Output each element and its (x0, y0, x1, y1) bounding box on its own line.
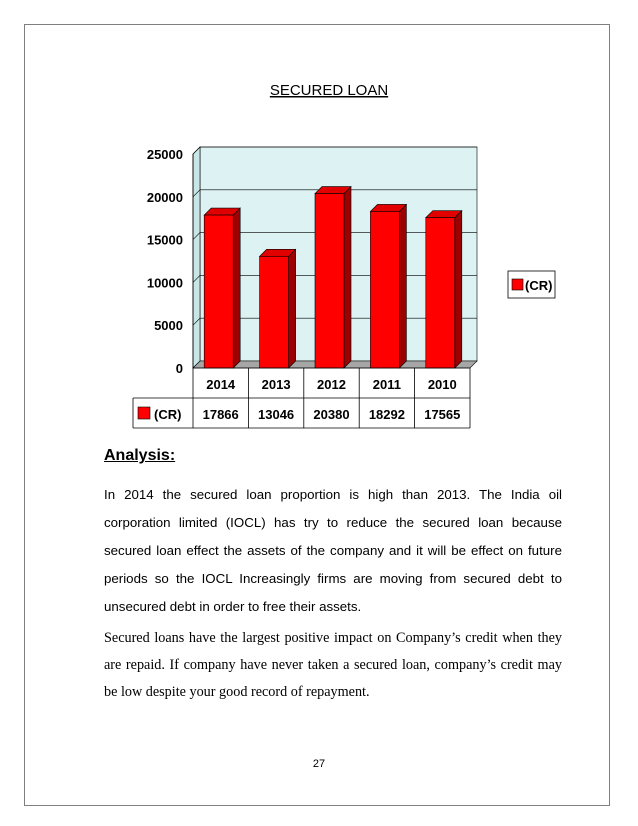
plot-side-wall (193, 147, 200, 368)
data-table-value: 13046 (258, 407, 295, 422)
bar-front (426, 218, 455, 368)
data-table-value: 18292 (368, 407, 405, 422)
chart-title: SECURED LOAN (269, 82, 389, 99)
table-series-label: (CR) (154, 407, 182, 422)
bar-side (344, 187, 351, 368)
bar-side (289, 249, 296, 368)
analysis-heading: Analysis: (104, 447, 176, 464)
y-tick-label: 15000 (146, 232, 183, 248)
y-tick-label: 25000 (146, 147, 183, 162)
bar-front (260, 256, 289, 368)
analysis-paragraph-1: In 2014 the secured loan proportion is high than 2013. The India oil corporation limited (IOCL) has try to reduce the secured loan because secured loan effect the assets of the company and it will be effect on future periods so the IOCL Increasingly firms are moving from secured debt to unsecured debt in order to free their assets. (104, 487, 562, 614)
bar-side (455, 211, 462, 368)
page-number: 27 (312, 758, 326, 770)
bar-front (204, 215, 233, 368)
legend-label: (CR) (525, 278, 553, 293)
bar-front (370, 211, 399, 368)
legend-key (512, 279, 523, 290)
bar-2014 (204, 208, 240, 368)
bar-2013 (260, 249, 296, 368)
analysis-paragraph-2: Secured loans have the largest positive impact on Company’s credit when they are repaid. If company have never taken a secured loan, company’s credit may be low despite your good record of repayment. (104, 630, 562, 700)
y-tick-label: 20000 (146, 189, 183, 205)
bar-side (399, 204, 406, 368)
y-tick-label: 5000 (154, 318, 183, 334)
bar-side (233, 208, 240, 368)
data-table-value: 17866 (202, 407, 239, 422)
x-category-label: 2014 (206, 377, 236, 392)
x-category-label: 2010 (427, 377, 457, 392)
x-category-label: 2013 (261, 377, 291, 392)
data-table-value: 17565 (424, 407, 461, 422)
bar-front (315, 194, 344, 368)
x-category-label: 2011 (372, 377, 402, 392)
y-tick-label: 0 (175, 361, 183, 376)
bar-2011 (370, 204, 406, 368)
x-category-label: 2012 (317, 377, 346, 392)
data-table-value: 20380 (313, 407, 350, 422)
table-legend-key (138, 407, 150, 419)
y-tick-label: 10000 (146, 275, 183, 291)
bar-2012 (315, 187, 351, 368)
bar-2010 (426, 211, 462, 368)
